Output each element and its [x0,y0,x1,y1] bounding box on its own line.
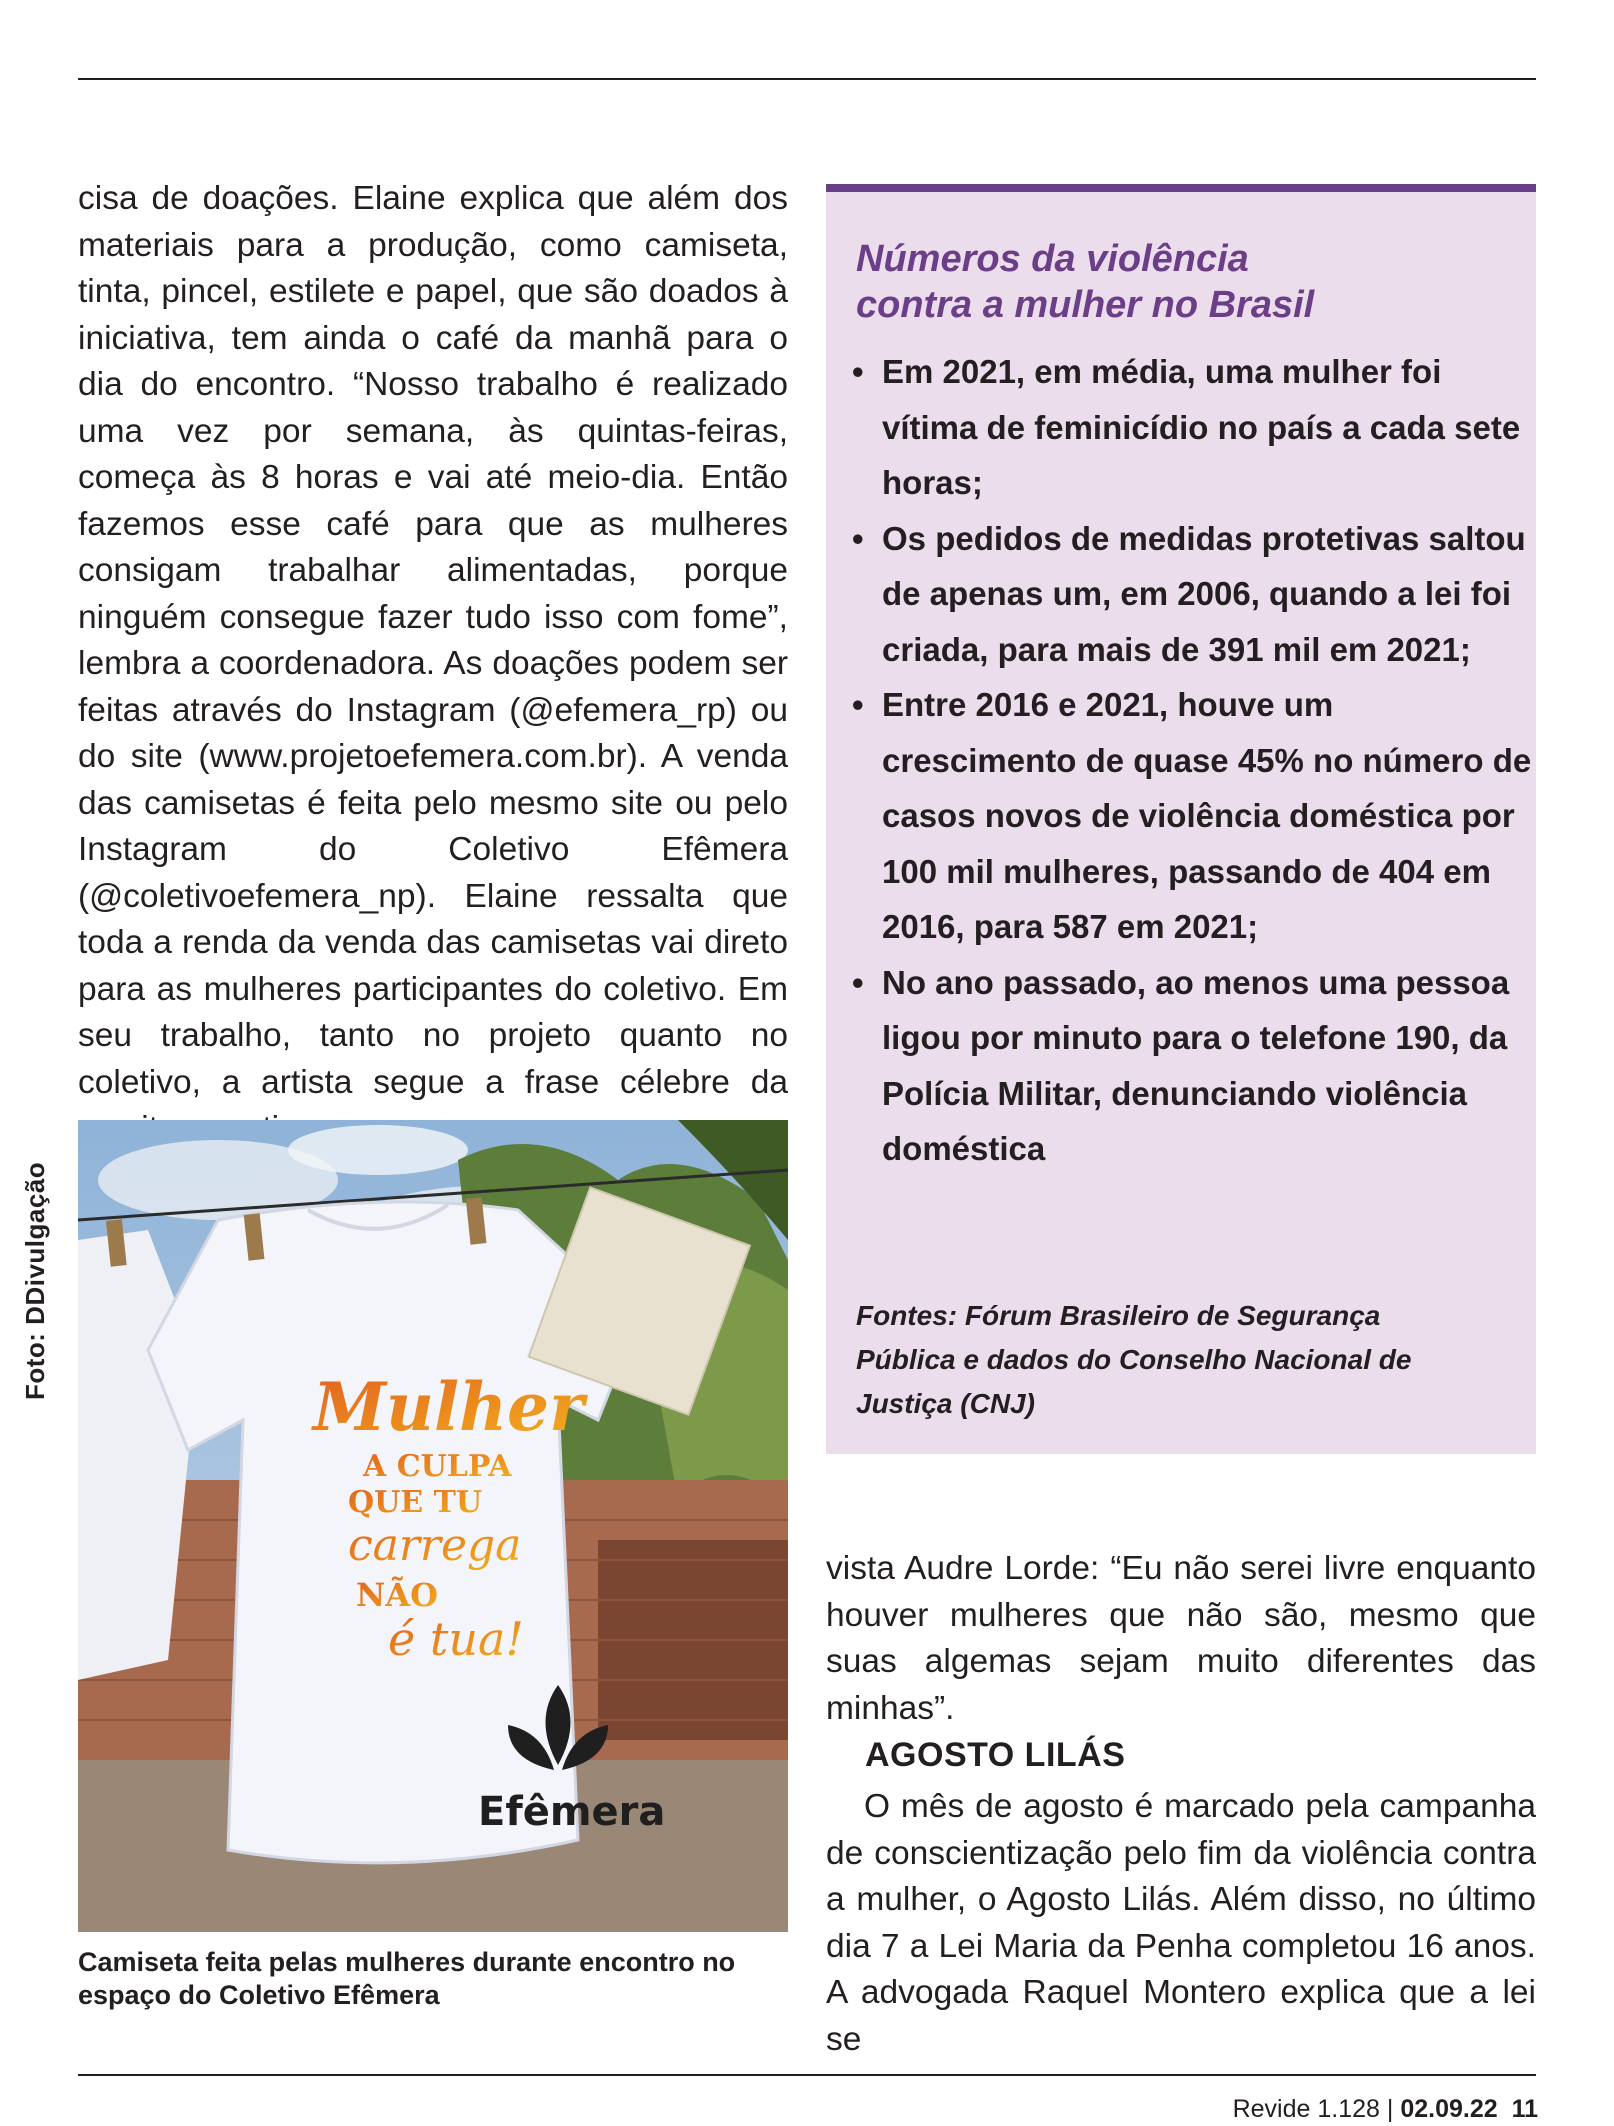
shirt-print-line: carrega [348,1520,522,1571]
bottom-rule [78,2074,1536,2076]
sidebar-title-line: Números da violência [856,238,1249,280]
stats-item: • Entre 2016 e 2021, houve um crescimento de quase 45% no número de casos novos de violência doméstica por 100 mil mulheres, passando de 404 em 2016, para 587 em 2021; [852,677,1532,955]
stats-list [852,344,1532,1177]
photo-credit: Foto: DDivulgação [20,1161,50,1400]
publication-name: Revide 1.128 [1232,2095,1380,2123]
article-paragraph: O mês de agosto é marcado pela campanha de conscientização pelo fim da violência contra a mulher, o Agosto Lilás. Além disso, no último dia 7 a Lei Maria da Penha completou 16 anos. A advogada Raquel Montero explica que a lei se [826,1788,1536,2058]
article-paragraph: cisa de doações. Elaine explica que além dos materiais para a produção, como camiseta, tinta, pincel, estilete e papel, que são doados à iniciativa, tem ainda o café da manhã para o dia do encontro. “Nosso trabalho é realizado uma vez por semana, às quintas-feiras, começa às 8 horas e vai até meio-dia. Então fazemos esse café para que as mulheres consigam trabalhar alimentadas, porque ninguém consegue fazer tudo isso com fome”, lembra a coordenadora. As doações podem ser feitas através do Instagram (@efemera_rp) ou do site (www.projetoefemera.com.br). A venda das camisetas é feita pelo mesmo site ou pelo Instagram do Coletivo Efêmera (@coletivoefemera_np). Elaine ressalta que toda a renda da venda das camisetas vai direto para as mulheres participantes do coletivo. Em seu trabalho, tanto no projeto quanto no coletivo, a artista segue a frase célebre da [78,180,788,1101]
photo-tshirt [78,1120,788,1932]
sidebar-title-line: contra a mulher no Brasil [856,284,1315,326]
section-heading: AGOSTO LILÁS [865,1736,1126,1774]
stats-item: • Em 2021, em média, uma mulher foi vítima de feminicídio no país a cada sete horas; [852,344,1532,511]
stats-item: • No ano passado, ao menos uma pessoa ligou por minuto para o telefone 190, da Polícia Militar, denunciando violência doméstica [852,955,1532,1177]
stats-sidebar [826,186,1536,1454]
footer-separator: | [1386,2095,1394,2123]
shirt-print-line: A CULPA [363,1449,512,1484]
top-rule [78,78,1536,80]
article-left-column [78,176,788,1153]
shirt-print-line: QUE TU [348,1485,483,1520]
stats-item: • Os pedidos de medidas protetivas saltou de apenas um, em 2006, quando a lei foi criada, para mais de 391 mil em 2021; [852,511,1532,678]
article-right-column [826,1546,1536,1732]
page-footer [1233,2095,1538,2124]
photo-caption: Camiseta feita pelas mulheres durante encontro no espaço do Coletivo Efêmera [78,1947,736,2010]
sidebar-title [856,236,1314,328]
article-section-body [826,1784,1536,2063]
issue-date: 02.09.22 [1400,2095,1498,2123]
article-paragraph: vista Audre Lorde: “Eu não serei livre enquanto houver mulheres que não são, mesmo que suas algemas sejam muito diferentes das minhas”. [826,1550,1536,1727]
page-number: 11 [1511,2095,1538,2123]
shirt-print-line: é tua! [388,1612,524,1666]
sidebar-top-bar [826,184,1536,192]
shirt-brand: Efêmera [478,1789,666,1835]
shirt-print-line: Mulher [313,1368,584,1446]
sidebar-sources: Fontes: Fórum Brasileiro de Segurança Pública e dados do Conselho Nacional de Justiça (CNJ) [856,1300,1412,1419]
shirt-print-line: NÃO [356,1576,438,1614]
